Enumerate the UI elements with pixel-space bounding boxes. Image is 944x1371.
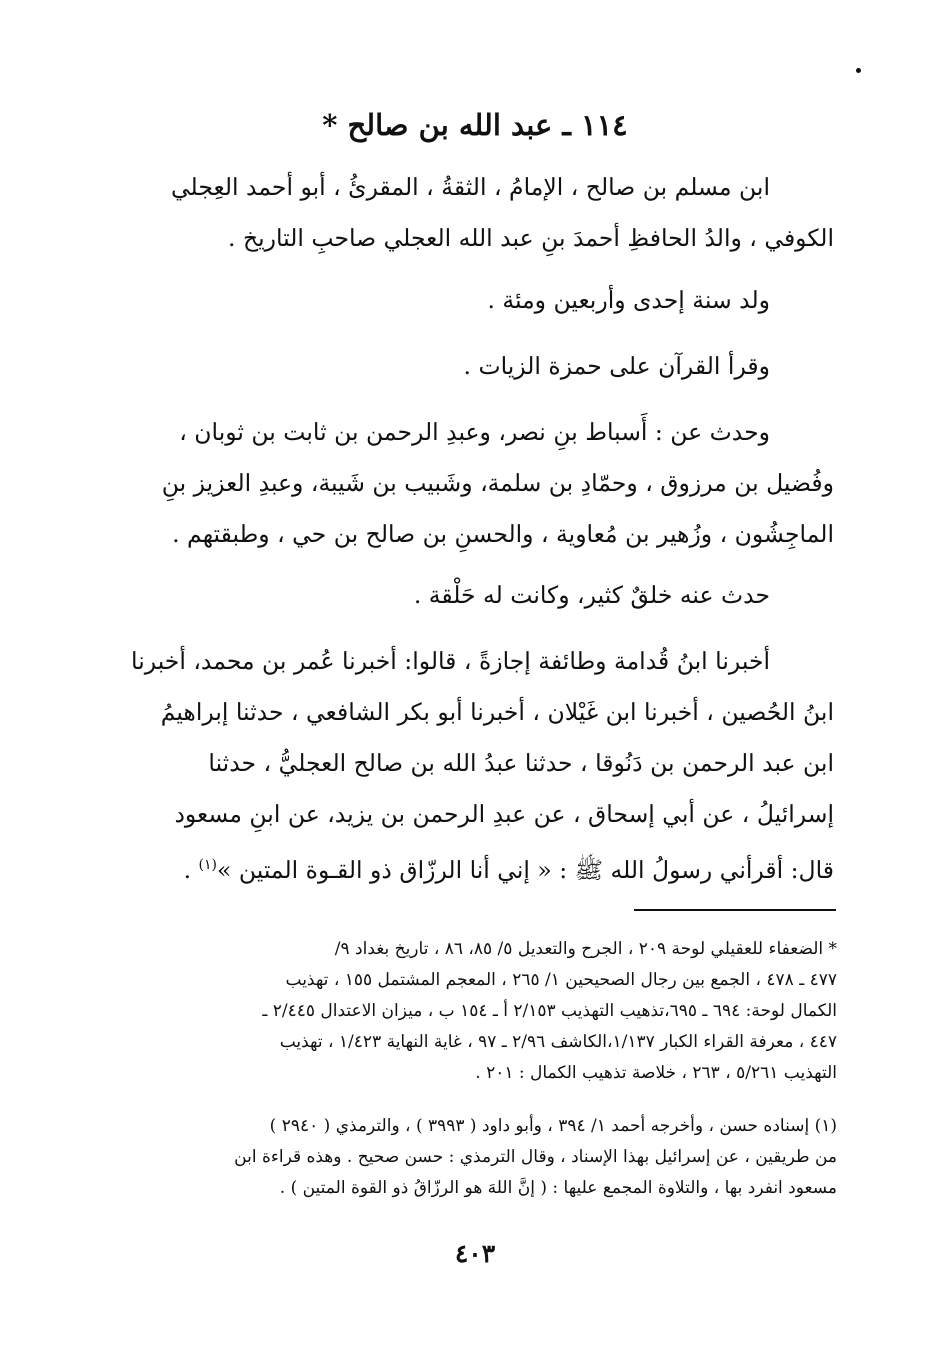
footnote-line: من طريقين ، عن إسرائيل بهذا الإسناد ، وقال الترمذي : حسن صحيح . وهذه قراءة ابن [234, 1147, 837, 1167]
footnote-reference: (١) [198, 857, 217, 873]
footnote-line: (١) إسناده حسن ، وأخرجه أحمد ١/ ٣٩٤ ، وأبو داود ( ٣٩٩٣ ) ، والترمذي ( ٢٩٤٠ ) [269, 1116, 837, 1136]
paragraph-students [162, 570, 834, 621]
text-line [162, 840, 834, 891]
entry-title: ١١٤ ـ عبد الله بن صالح * [322, 108, 628, 142]
text-line: ولد سنة إحدى وأربعين ومئة . [487, 286, 770, 314]
page-number: ٤٠٣ [454, 1239, 496, 1268]
footnote-line: ٤٧٧ ـ ٤٧٨ ، الجمع بين رجال الصحيحين ١/ ٢٦٥ ، المعجم المشتمل ١٥٥ ، تهذيب [285, 970, 837, 990]
text-line: الكوفي ، والدُ الحافظِ أحمدَ بنِ عبد الله العجلي صاحبِ التاريخ . [228, 224, 834, 252]
text-line: وفُضيل بن مرزوق ، وحمّادِ بن سلمة، وشَبيب بن شَيبة، وعبدِ العزيز بنِ [161, 469, 834, 497]
footnote-line: مسعود انفرد بها ، والتلاوة المجمع عليها : ( إنَّ اللهَ هو الرزّاقُ ذو القوة المتين ) . [279, 1178, 837, 1198]
footnote-line: الكمال لوحة: ٦٩٤ ـ ٦٩٥،تذهيب التهذيب ٢/١٥٣ أ ـ ١٥٤ ب ، ميزان الاعتدال ٢/٤٤٥ ـ [262, 1001, 837, 1021]
footnote-line: التهذيب ٥/٢٦١ ، ٢٦٣ ، خلاصة تذهيب الكمال : ٢٠١ . [475, 1063, 837, 1083]
footnote-line: * الضعفاء للعقيلي لوحة ٢٠٩ ، الجرح والتعديل ٥/ ٨٥، ٨٦ ، تاريخ بغداد ٩/ [334, 939, 837, 959]
margin-dot [856, 68, 861, 73]
text-line: حدث عنه خلقٌ كثير، وكانت له حَلْقة . [413, 581, 770, 609]
footnote-sources [172, 934, 837, 1089]
footnote-1 [172, 1111, 837, 1204]
text-line: وقرأ القرآن على حمزة الزيات . [463, 352, 770, 380]
text-line: الماجِشُون ، وزُهير بن مُعاوية ، والحسنِ بن صالح بن حي ، وطبقتهم . [172, 520, 834, 548]
paragraph-birth [162, 275, 834, 326]
text-line: وحدث عن : أَسباط بنِ نصر، وعبدِ الرحمن بن ثابت بن ثوبان ، [179, 418, 770, 446]
hadith-text: قال: أقرأني رسولُ الله ﷺ : « إني أنا الرزّاق ذو القـوة المتين » [217, 855, 834, 884]
paragraph-teachers [162, 407, 834, 560]
paragraph-quran [162, 341, 834, 392]
footnote-separator [634, 909, 836, 911]
text-line: ابن عبد الرحمن بن دَنُوقا ، حدثنا عبدُ الله بن صالح العجليُّ ، حدثنا [208, 749, 834, 777]
line-end: . [183, 855, 199, 884]
footnote-line: ٤٤٧ ، معرفة القراء الكبار ١/١٣٧،الكاشف ٢/٩٦ ـ ٩٧ ، غاية النهاية ١/٤٢٣ ، تهذيب [279, 1032, 837, 1052]
text-line: ابنُ الحُصين ، أخبرنا ابن غَيْلان ، أخبرنا أبو بكر الشافعي ، حدثنا إبراهيمُ [160, 698, 834, 726]
text-line: إسرائيلُ ، عن أبي إسحاق ، عن عبدِ الرحمن بن يزيد، عن ابنِ مسعود [174, 800, 834, 828]
text-line: أخبرنا ابنُ قُدامة وطائفة إجازةً ، قالوا: أخبرنا عُمر بن محمد، أخبرنا [131, 647, 770, 675]
paragraph-lineage [162, 162, 834, 264]
paragraph-hadith [131, 636, 834, 891]
text-line: ابن مسلم بن صالح ، الإمامُ ، الثقةُ ، المقرئُ ، أبو أحمد العِجلي [170, 173, 770, 201]
